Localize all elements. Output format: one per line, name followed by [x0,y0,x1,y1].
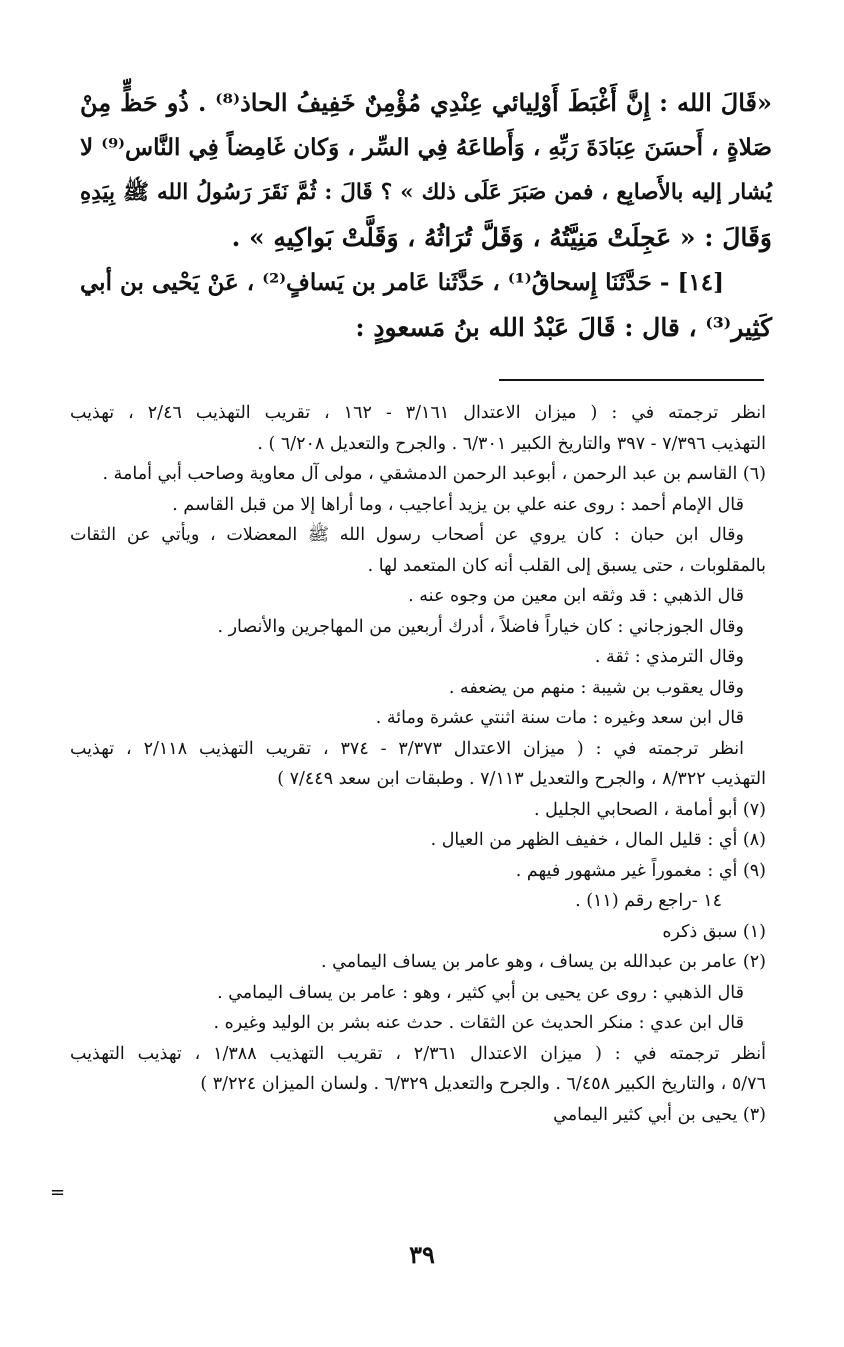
hadith-line: [١٤] - حَدَّثَنَا إِسحاقُ⁽¹⁾ ، حَدَّثَنا عَامر بن يَسافٍ⁽²⁾ ، عَنْ يَحْيى بن أبي [80,269,724,296]
hadith-text [80,80,772,350]
footnote-line: ١٤ -راجع رقم (١١) . [575,891,722,911]
footnote-line: وقال يعقوب بن شيبة : منهم من يضعفه . [448,677,744,698]
footnote-line: (٦) القاسم بن عبد الرحمن ، أبوعبد الرحمن الدمشقي ، مولى آل معاوية وصاحب أبي أمامة . [102,464,766,484]
footnote-line: قال ابن عدي : منكر الحديث عن الثقات . حدث عنه بشر بن الوليد وغيره . [213,1013,744,1033]
footnote-line: وقال الترمذي : ثقة . [594,647,744,667]
footnote-line: قال ابن سعد وغيره : مات سنة اثنتي عشرة ومائة . [375,708,744,728]
footnote-line: قال الإمام أحمد : روى عنه علي بن يزيد أعاجيب ، وما أراها إلا من قبل القاسم . [172,494,744,515]
footnote-line: (٣) يحيى بن أبي كثير اليمامي [553,1104,766,1125]
page-number: ٣٩ [409,1240,435,1269]
footnote-line: انظر ترجمته في : ( ميزان الاعتدال ٣/٣٧٣ - ٣٧٤ ، تقريب التهذيب ٢/١١٨ ، تهذيب [70,738,744,759]
footnote-line: ٥/٧٦ ، والتاريخ الكبير ٦/٤٥٨ . والجرح والتعديل ٦/٣٢٩ . ولسان الميزان ٣/٢٢٤ ) [200,1074,766,1094]
footnote-line: أنظر ترجمته في : ( ميزان الاعتدال ٢/٣٦١ ، تقريب التهذيب ١/٣٨٨ ، تهذيب التهذيب [70,1043,766,1064]
footnote-line: التهذيب ٧/٣٩٦ - ٣٩٧ والتاريخ الكبير ٦/٣٠١ . والجرح والتعديل ٦/٢٠٨ ) . [257,433,766,454]
footnote-line: بالمقلوبات ، حتى يسبق إلى القلب أنه كان المتعمد لها . [367,555,766,576]
footnote-line: وقال ابن حبان : كان يروي عن أصحاب رسول الله ﷺ المعضلات ، ويأتي عن الثقات [70,525,744,545]
hadith-line: يُشار إليه بالأَصابِع ، فمن صَبَرَ عَلَى ذلك » ؟ قَالَ : ثُمَّ نَقَرَ رَسُولُ الله ﷺ بِيَدِهِ [80,180,772,205]
hadith-line: «قَالَ الله : إِنَّ أَغْبَطَ أَوْلِيائي عِنْدِي مُؤْمِنٌ خَفِيفُ الحاذ⁽⁸⁾ . ذُو حَظٍّ مِنْ [80,88,772,117]
footnote-separator [499,379,764,381]
hadith-line: كَثِير⁽³⁾ ، قال : قَالَ عَبْدُ الله بنُ مَسعودٍ : [355,313,772,342]
footnote-line: وقال الجوزجاني : كان خياراً فاضلاً ، أدرك أربعين من المهاجرين والأنصار . [217,616,744,637]
footnote-line: التهذيب ٨/٣٢٢ ، والجرح والتعديل ٧/١١٣ . وطبقات ابن سعد ٧/٤٤٩ ) [277,769,766,789]
hadith-line: وَقَالَ : « عَجِلَتْ مَنِيَّتُهُ ، وَقَلَّ تُرَاثُهُ ، وَقَلَّتْ بَواكِيهِ » . [231,223,772,252]
footnotes [70,398,766,1130]
footnote-line: قال الذهبي : روى عن يحيى بن أبي كثير ، وهو : عامر بن يساف اليمامي . [217,982,744,1003]
footnote-line: (١) سبق ذكره [662,921,766,942]
footnote-line: (٧) أبو أمامة ، الصحابي الجليل . [533,799,766,820]
hadith-line: صَلاةٍ ، أَحسَنَ عِبَادَةَ رَبِّهِ ، وَأَطاعَهُ فِي السِّر ، وَكان غَامِضاً فِي النَّاس⁽⁹⁾ لا [80,134,772,161]
footnote-line: قال الذهبي : قد وثقه ابن معين من وجوه عنه . [408,586,744,606]
footnote-line: (٢) عامر بن عبدالله بن يساف ، وهو عامر بن يساف اليمامي . [320,952,766,972]
footnote-line: (٨) أي : قليل المال ، خفيف الظهر من العيال . [430,830,766,850]
footnote-line: (٩) أي : مغموراً غير مشهور فيهم . [515,860,766,881]
footnote-line: انظر ترجمته في : ( ميزان الاعتدال ٣/١٦١ - ١٦٢ ، تقريب التهذيب ٢/٤٦ ، تهذيب [70,403,766,423]
margin-mark: = [50,1182,66,1203]
